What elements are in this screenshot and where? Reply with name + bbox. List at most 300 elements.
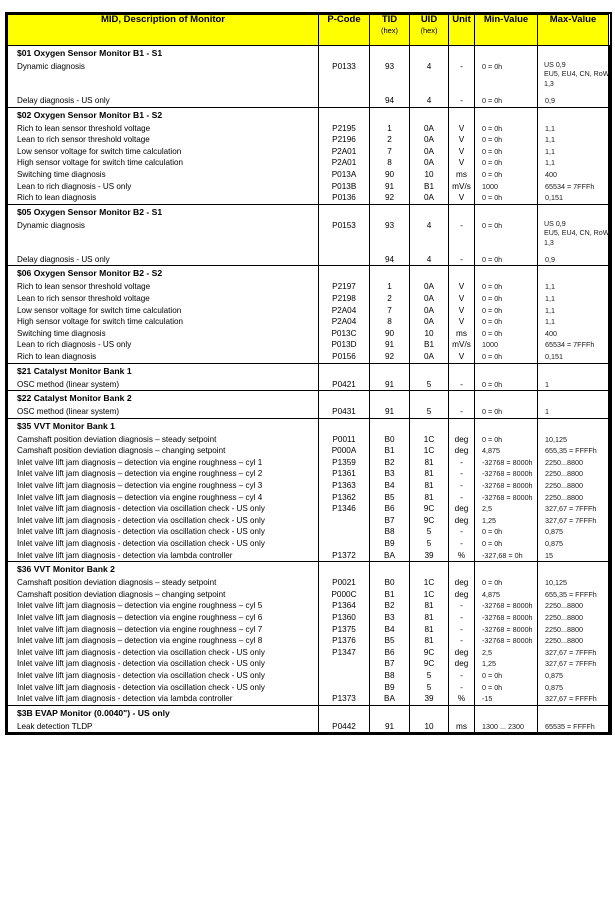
section-min-cell [475,705,538,733]
cell-tid: 91 [384,379,395,389]
title-spacer [370,706,409,721]
cell-uid: 1C [423,578,435,588]
cell-unit: - [460,624,463,634]
section-description-cell [8,266,319,363]
cell-tid: B5 [384,492,395,502]
title-spacer [475,205,537,220]
cell-tid: B7 [384,515,395,525]
cell-tid: B9 [384,682,395,692]
cell-tid: B2 [384,601,395,611]
row-description: Lean to rich sensor threshold voltage [17,135,150,145]
cell-min: -32768 = 8000h [482,636,533,646]
monitor-id-table [7,14,610,733]
row-description: Inlet valve lift jam diagnosis – detection via engine roughness – cyl 3 [17,481,263,491]
cell-max: 1,1 [545,146,555,156]
row-description: Inlet valve lift jam diagnosis – detection via engine roughness – cyl 1 [17,457,263,467]
cell-uid: 9C [423,659,435,669]
cell-uid: 10 [424,169,434,179]
cell-max: 2250...8800 [545,457,583,467]
cell-uid: 0A [423,123,434,133]
cell-max: 2250...8800 [545,469,583,479]
cell-uid: 4 [426,62,432,71]
section-pcode-cell [319,266,370,363]
cell-min: 0 = 0h [482,169,503,179]
cell-min: 2,5 [482,504,492,514]
cell-min: -32768 = 8000h [482,624,533,634]
cell-uid: 81 [424,481,434,491]
cell-pcode: P013A [331,169,357,179]
section-max-cell [538,363,609,391]
row-description: Inlet valve lift jam diagnosis - detection via lambda controller [17,694,233,704]
cell-uid: 81 [424,636,434,646]
cell-pcode: P013D [331,340,357,350]
cell-unit: - [460,96,463,105]
cell-max: 327,67 = 7FFFh [545,504,597,514]
cell-pcode: P2A01 [331,146,357,156]
cell-max: 2250...8800 [545,624,583,634]
cell-unit: V [458,123,465,133]
title-spacer [449,391,474,406]
title-spacer [449,364,474,379]
column-header-label: UID [420,14,438,25]
section-tid-cell [370,204,410,266]
title-spacer [475,562,537,577]
cell-uid: 5 [426,682,432,692]
cell-unit: - [460,492,463,502]
cell-max: 327,67 = 7FFFh [545,647,597,657]
cell-pcode: P013C [331,328,357,338]
row-description: OSC method (linear system) [17,407,120,417]
column-header-label: Unit [452,14,471,25]
cell-pcode: P1346 [332,504,356,514]
cell-tid: B8 [384,670,395,680]
section-title: $01 Oxygen Sensor Monitor B1 - S1 [17,48,163,58]
row-description: Inlet valve lift jam diagnosis - detection via oscillation check - US only [17,539,265,549]
cell-max: 400 [545,328,557,338]
cell-tid: B1 [384,589,395,599]
cell-uid: 39 [424,694,434,704]
cell-uid: 0A [423,158,434,168]
section-unit-cell [449,391,475,419]
cell-pcode: P2198 [332,293,356,303]
cell-pcode: P000A [331,446,357,456]
cell-unit: deg [454,504,469,514]
row-description: Inlet valve lift jam diagnosis – detection via engine roughness – cyl 6 [17,613,263,622]
section-tid-cell [370,266,410,363]
cell-min: -32768 = 8000h [482,469,533,479]
cell-max: 1,1 [545,317,555,327]
column-header-label: Min-Value [483,14,529,25]
section-max-cell [538,266,609,363]
cell-uid: 0A [423,193,434,203]
title-spacer [410,364,448,379]
section-tid-cell [370,391,410,419]
cell-tid: 91 [384,181,395,191]
section-pcode-cell [319,705,370,733]
cell-tid: 7 [387,305,392,315]
column-header-sublabel: (hex) [380,25,399,35]
cell-unit: V [458,317,465,327]
cell-pcode: P0136 [332,193,356,203]
section-title: $36 VVT Monitor Bank 2 [17,564,115,575]
section-max-cell [538,705,609,733]
cell-max-line: EU5, EU4, CN, RoW [544,229,610,238]
section-pcode-cell [319,204,370,266]
cell-uid: 4 [426,96,432,105]
title-spacer [410,391,448,406]
cell-min: -32768 = 8000h [482,492,533,502]
cell-pcode: P1375 [332,624,356,634]
cell-min: 0 = 0h [482,305,503,315]
column-header-unit [449,15,475,46]
row-description: Lean to rich sensor threshold voltage [17,293,150,303]
section-row [8,418,609,562]
section-unit-cell [449,363,475,391]
cell-max: 0,151 [545,193,563,203]
section-unit-cell [449,266,475,363]
cell-tid: B0 [384,434,395,444]
section-uid-cell [410,46,449,108]
section-tid-cell [370,46,410,108]
cell-unit: % [457,694,466,704]
cell-unit: ms [456,721,467,731]
section-description-cell [8,391,319,419]
cell-uid: 81 [424,613,434,622]
cell-min: -32768 = 8000h [482,613,533,622]
section-min-cell [475,562,538,706]
section-unit-cell [449,204,475,266]
row-description: Inlet valve lift jam diagnosis - detection via oscillation check - US only [17,504,265,514]
title-spacer [538,706,608,721]
cell-unit: - [460,539,463,549]
cell-unit: deg [454,446,469,456]
cell-uid: B1 [423,340,434,350]
row-description: Inlet valve lift jam diagnosis – detection via engine roughness – cyl 4 [17,492,263,502]
row-description: Rich to lean sensor threshold voltage [17,282,151,292]
section-row [8,204,609,266]
row-description: Low sensor voltage for switch time calculation [17,305,182,315]
row-description: High sensor voltage for switch time calculation [17,158,183,168]
section-uid-cell [410,107,449,204]
cell-unit: - [460,527,463,537]
section-min-cell [475,46,538,108]
cell-min: 0 = 0h [482,407,503,417]
section-uid-cell [410,562,449,706]
cell-max: 10,125 [545,578,567,588]
row-description: Inlet valve lift jam diagnosis – detection via engine roughness – cyl 8 [17,636,263,646]
column-header-label: TID [381,14,398,25]
cell-pcode: P0421 [332,379,356,389]
table-body [8,46,609,733]
cell-pcode: P013B [331,181,357,191]
header-row [8,15,609,46]
column-header-max [538,15,609,46]
cell-tid: B9 [384,539,395,549]
cell-pcode: P1372 [332,550,356,560]
cell-max: 2250...8800 [545,601,583,611]
section-title: $06 Oxygen Sensor Monitor B2 - S2 [17,268,163,279]
cell-min: 0 = 0h [482,158,503,168]
title-spacer [538,391,608,406]
section-max-cell [538,418,609,562]
cell-tid: 93 [384,62,395,71]
section-description-cell [8,418,319,562]
title-spacer [475,108,537,123]
section-uid-cell [410,266,449,363]
cell-tid: B2 [384,457,395,467]
row-description: Rich to lean diagnosis [17,351,97,361]
cell-pcode [319,682,369,694]
cell-min: 0 = 0h [482,328,503,338]
cell-uid: 0A [423,146,434,156]
section-uid-cell [410,418,449,562]
cell-uid: 4 [426,254,432,264]
cell-tid: 90 [384,169,395,179]
cell-pcode: P0156 [332,351,356,361]
cell-unit: - [460,670,463,680]
cell-uid: 81 [424,457,434,467]
title-spacer [319,562,369,577]
cell-max: 0,9 [545,96,555,105]
column-header-desc [8,15,319,46]
cell-max: 65535 = FFFFh [545,721,595,731]
cell-min: 0 = 0h [482,282,503,292]
section-description-cell [8,107,319,204]
cell-max: 655,35 = FFFFh [545,446,597,456]
section-min-cell [475,418,538,562]
section-min-cell [475,391,538,419]
column-header-sublabel: (hex) [420,25,438,35]
cell-max: 1,1 [545,158,555,168]
cell-tid: B4 [384,624,395,634]
cell-tid: 8 [387,158,392,168]
section-unit-cell [449,107,475,204]
cell-max-line: EU5, EU4, CN, RoW [544,70,610,79]
title-spacer [319,266,369,281]
cell-tid: 91 [384,721,395,731]
cell-max-line: 1,3 [544,238,554,247]
cell-pcode: P1360 [332,613,356,622]
section-description-cell [8,363,319,391]
cell-min: 0 = 0h [482,62,503,71]
cell-uid: 81 [424,624,434,634]
section-pcode-cell [319,391,370,419]
cell-pcode: P0133 [332,62,356,71]
cell-pcode [319,538,369,550]
cell-tid: 7 [387,146,392,156]
cell-uid: 0A [423,305,434,315]
section-pcode-cell [319,46,370,108]
title-spacer [475,364,537,379]
cell-min: 1,25 [482,659,496,669]
row-description: Switching time diagnosis [17,169,106,179]
column-header-min [475,15,538,46]
cell-tid: B6 [384,504,395,514]
cell-pcode: P000C [331,589,357,599]
cell-pcode: P1361 [332,469,356,479]
row-description: Inlet valve lift jam diagnosis - detection via lambda controller [17,550,233,560]
section-title: $05 Oxygen Sensor Monitor B2 - S1 [17,206,163,217]
section-title: $35 VVT Monitor Bank 1 [17,420,115,431]
cell-tid: 2 [387,293,392,303]
cell-min: 4,875 [482,446,500,456]
cell-min: 0 = 0h [482,317,503,327]
column-header-label: Max-Value [549,14,597,25]
section-uid-cell [410,705,449,733]
cell-uid: 1C [423,446,435,456]
cell-pcode: P1363 [332,481,356,491]
cell-uid: B1 [423,181,434,191]
cell-min: -32768 = 8000h [482,457,533,467]
cell-uid: 5 [426,539,432,549]
section-uid-cell [410,391,449,419]
title-spacer [370,419,409,434]
cell-pcode: P1376 [332,636,356,646]
cell-unit: - [460,407,463,417]
section-pcode-cell [319,562,370,706]
cell-min: 1000 [482,181,498,191]
cell-unit: - [460,457,463,467]
cell-min: 0 = 0h [482,670,503,680]
cell-unit: mV/s [452,340,471,350]
row-description: Inlet valve lift jam diagnosis - detection via oscillation check - US only [17,647,265,657]
cell-unit: - [460,481,463,491]
row-description: Camshaft position deviation diagnosis – steady setpoint [17,434,217,444]
cell-tid: B5 [384,636,395,646]
cell-uid: 5 [426,527,432,537]
cell-min: -32768 = 8000h [482,481,533,491]
section-tid-cell [370,562,410,706]
cell-unit: V [458,305,465,315]
section-unit-cell [449,562,475,706]
row-description: Rich to lean diagnosis [17,193,97,203]
section-title: $22 Catalyst Monitor Bank 2 [17,393,132,404]
cell-unit: V [458,282,465,292]
section-row [8,46,609,108]
cell-tid: BA [384,694,395,704]
section-row [8,363,609,391]
cell-max: 327,67 = 7FFFh [545,515,597,525]
row-description: Delay diagnosis - US only [17,96,110,105]
cell-max: 400 [545,169,557,179]
section-row [8,562,609,706]
section-max-cell [538,46,609,108]
cell-tid: BA [384,550,395,560]
section-tid-cell [370,705,410,733]
cell-min: 0 = 0h [482,527,503,537]
cell-max-line: US 0,9 [544,219,566,228]
title-spacer [449,205,474,220]
section-row [8,107,609,204]
cell-min: 0 = 0h [482,123,503,133]
cell-pcode: P0011 [332,434,356,444]
cell-tid: B7 [384,659,395,669]
title-spacer [449,562,474,577]
cell-uid: 10 [424,721,434,731]
cell-max: 2250...8800 [545,636,583,646]
cell-max [538,61,608,95]
cell-min: 0 = 0h [482,578,503,588]
section-description-cell [8,46,319,108]
cell-tid: 8 [387,317,392,327]
cell-max: 2250...8800 [545,492,583,502]
cell-tid: 1 [387,282,392,292]
cell-pcode [319,515,369,527]
cell-pcode [319,526,369,538]
cell-min: 0 = 0h [482,146,503,156]
cell-max: 1,1 [545,305,555,315]
cell-uid: 39 [424,550,434,560]
cell-uid: 1C [423,434,435,444]
cell-min: 0 = 0h [482,682,503,692]
cell-pcode: P0021 [332,578,356,588]
section-title: $02 Oxygen Sensor Monitor B1 - S2 [17,109,163,120]
cell-min: 1300 ... 2300 [482,721,524,731]
section-pcode-cell [319,418,370,562]
title-spacer [319,419,369,434]
section-row [8,266,609,363]
cell-max: 10,125 [545,434,567,444]
row-description: Lean to rich diagnosis - US only [17,181,132,191]
cell-pcode: P2195 [332,123,356,133]
cell-uid: 10 [424,328,434,338]
cell-unit: V [458,158,465,168]
column-header-uid [410,15,449,46]
cell-unit: - [460,254,463,264]
row-description: Inlet valve lift jam diagnosis – detection via engine roughness – cyl 2 [17,469,263,479]
cell-max: 1,1 [545,282,555,292]
title-spacer [475,46,537,61]
cell-pcode: P2A04 [331,305,357,315]
cell-tid: 2 [387,135,392,145]
title-spacer [319,108,369,123]
section-uid-cell [410,204,449,266]
title-spacer [538,108,608,123]
cell-pcode: P1364 [332,601,356,611]
cell-uid: 5 [426,407,432,417]
cell-max: 655,35 = FFFFh [545,589,597,599]
cell-pcode: P0153 [332,220,356,230]
cell-min: 0 = 0h [482,351,503,361]
row-description: Inlet valve lift jam diagnosis - detection via oscillation check - US only [17,515,265,525]
cell-tid: B3 [384,469,395,479]
title-spacer [319,706,369,721]
cell-unit: deg [454,647,469,657]
row-description: Camshaft position deviation diagnosis – changing setpoint [17,589,226,599]
cell-unit: V [458,193,465,203]
section-min-cell [475,107,538,204]
cell-pcode: P1373 [332,694,356,704]
column-header-pcode [319,15,370,46]
title-spacer [410,108,448,123]
title-spacer [475,266,537,281]
cell-uid: 0A [423,351,434,361]
cell-tid: 90 [384,328,395,338]
cell-min: 0 = 0h [482,293,503,303]
cell-min: 4,875 [482,589,500,599]
cell-tid: B1 [384,446,395,456]
cell-unit: V [458,293,465,303]
title-spacer [370,562,409,577]
cell-pcode: P1347 [332,647,356,657]
title-spacer [410,266,448,281]
cell-max-line: 1,3 [544,79,554,88]
row-description: Dynamic diagnosis [17,62,85,71]
cell-unit: - [460,220,463,230]
row-description: Lean to rich diagnosis - US only [17,340,132,350]
row-description: Low sensor voltage for switch time calculation [17,146,182,156]
title-spacer [319,391,369,406]
